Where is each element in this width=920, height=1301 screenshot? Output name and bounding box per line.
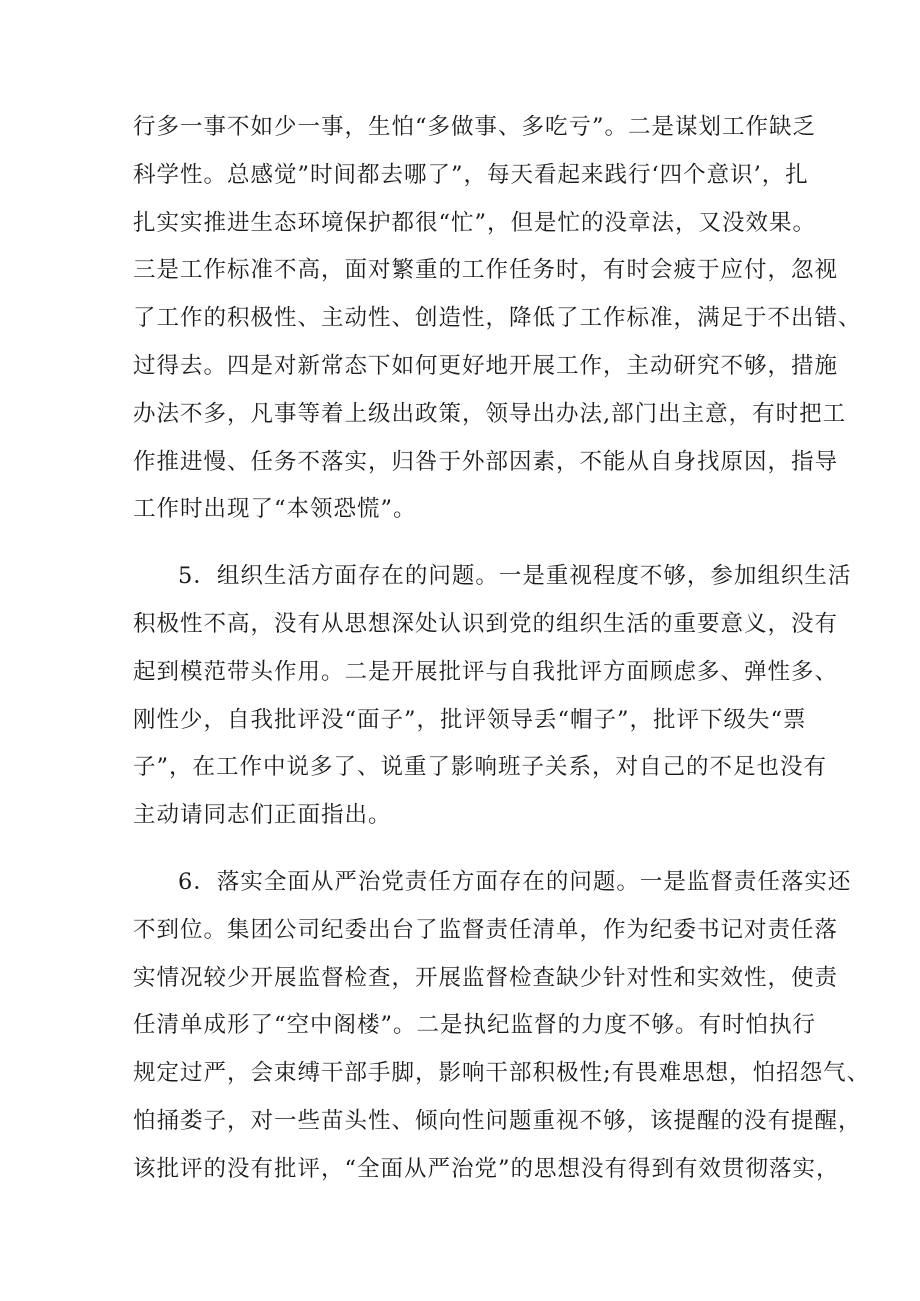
text-line: 过得去。四是对新常态下如何更好地开展工作，主动研究不够，措施 <box>133 352 839 379</box>
text-line: 刚性少，自我批评没“面子”，批评领导丢“帽子”，批评下级失“票 <box>133 706 807 733</box>
text-line: 不到位。集团公司纪委出台了监督责任清单，作为纪委书记对责任落 <box>133 916 839 943</box>
text-line: 任清单成形了“空中阁楼”。二是执纪监督的力度不够。有时怕执行 <box>133 1012 817 1039</box>
text-line: 规定过严，会束缚干部手脚，影响干部积极性;有畏难思想，怕招怨气、 <box>133 1060 871 1087</box>
text-line: 起到模范带头作用。二是开展批评与自我批评方面顾虑多、弹性多、 <box>133 658 839 685</box>
text-line: 子”，在工作中说多了、说重了影响班子关系，对自己的不足也没有 <box>133 754 828 781</box>
paragraph-6 <box>133 859 871 1194</box>
paragraph-continued <box>133 104 862 534</box>
text-line: 怕捅娄子，对一些苗头性、倾向性问题重视不够，该提醒的没有提醒， <box>133 1107 862 1134</box>
text-line: 该批评的没有批评，“全面从严治党”的思想没有得到有效贯彻落实， <box>133 1155 840 1182</box>
text-line: 三是工作标准不高，面对繁重的工作任务时，有时会疲于应付，忽视 <box>133 257 839 284</box>
text-line: 主动请同志们正面指出。 <box>133 802 392 829</box>
text-line: 5．组织生活方面存在的问题。一是重视程度不够，参加组织生活 <box>178 563 852 590</box>
text-line: 科学性。总感觉”时间都去哪了”，每天看起来践行‘四个意识’，扎 <box>133 161 809 188</box>
text-line: 办法不多，凡事等着上级出政策，领导出办法,部门出主意，有时把工 <box>133 400 847 427</box>
document-body <box>133 104 871 1194</box>
text-line: 6．落实全面从严治党责任方面存在的问题。一是监督责任落实还 <box>178 868 852 895</box>
text-line: 扎实实推进生态环境保护都很“忙”，但是忙的没章法，又没效果。 <box>133 209 817 236</box>
text-line: 作推进慢、任务不落实，归咎于外部因素，不能从自身找原因，指导 <box>133 448 839 475</box>
paragraph-spacer <box>133 534 801 553</box>
paragraph-spacer <box>133 840 801 859</box>
text-line: 工作时出现了“本领恐慌”。 <box>133 496 417 523</box>
text-line: 了工作的积极性、主动性、创造性，降低了工作标准，满足于不出错、 <box>133 305 862 332</box>
text-line: 行多一事不如少一事，生怕“多做事、多吃亏”。二是谋划工作缺乏 <box>133 114 817 140</box>
text-line: 积极性不高，没有从思想深处认识到党的组织生活的重要意义，没有 <box>133 610 839 637</box>
paragraph-5 <box>133 553 852 840</box>
text-line: 实情况较少开展监督检查，开展监督检查缺少针对性和实效性，使责 <box>133 964 839 991</box>
